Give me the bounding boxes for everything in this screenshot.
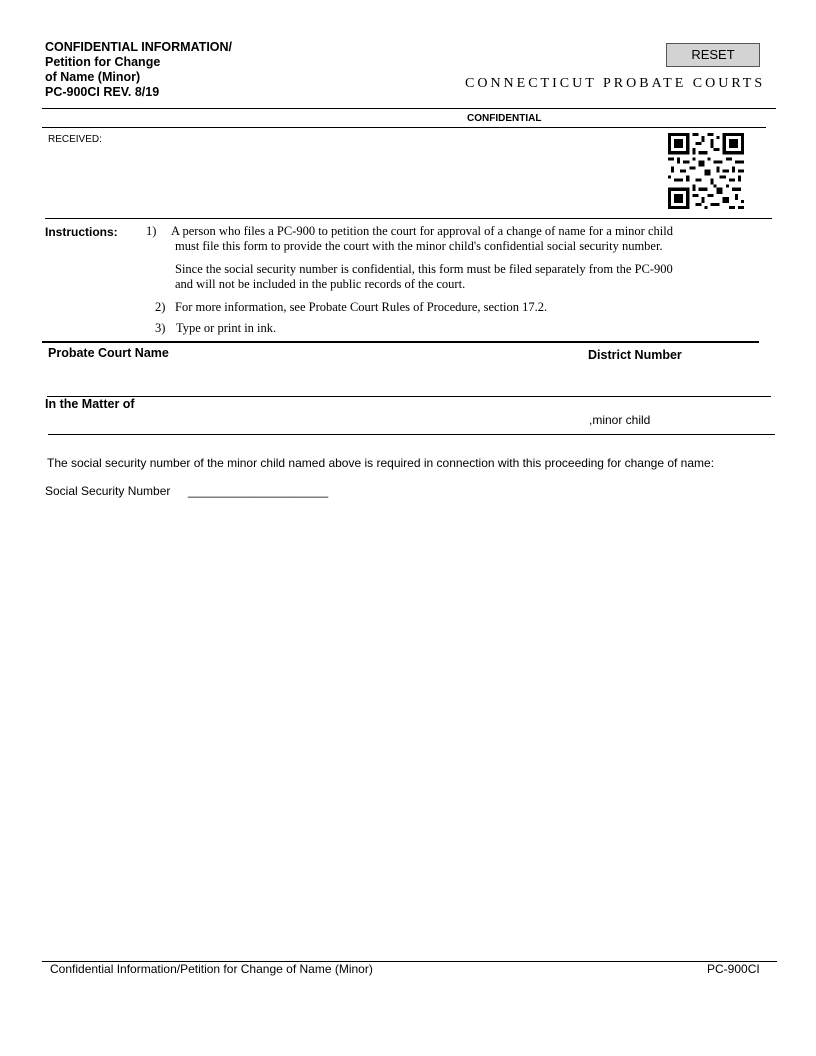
form-title-block xyxy=(45,40,232,100)
instruction-3-text: Type or print in ink. xyxy=(176,321,277,335)
district-number-field[interactable] xyxy=(588,368,758,390)
form-title-line-2: Petition for Change xyxy=(45,55,161,69)
instruction-3-number: 3) xyxy=(155,321,166,335)
reset-button[interactable]: RESET xyxy=(666,43,760,67)
header-divider xyxy=(42,108,776,109)
instruction-1-line-2: must file this form to provide the court with the minor child's confidential social security number. xyxy=(175,239,663,253)
district-number-label: District Number xyxy=(588,348,682,362)
ssn-blank-line: _____________________ xyxy=(188,484,329,498)
court-name-heading: CONNECTICUT PROBATE COURTS xyxy=(465,76,766,91)
court-name-underline xyxy=(47,396,771,397)
court-section-divider xyxy=(42,341,759,343)
instruction-2-text: For more information, see Probate Court Rules of Procedure, section 17.2. xyxy=(175,300,548,314)
ssn-statement: The social security number of the minor child named above is required in connection with this proceeding for change of name: xyxy=(47,456,715,470)
received-stamp-label: RECEIVED: xyxy=(48,134,102,145)
qr-code-icon xyxy=(668,133,744,209)
ssn-label: Social Security Number xyxy=(45,484,171,498)
form-title-line-3: of Name (Minor) xyxy=(45,70,141,84)
instruction-1-para-2-line-2: and will not be included in the public records of the court. xyxy=(175,277,466,291)
minor-child-suffix: ,minor child xyxy=(589,413,651,427)
instruction-1-number: 1) xyxy=(146,224,157,238)
minor-child-name-field[interactable] xyxy=(50,412,580,432)
instruction-1-para-2-line-1: Since the social security number is confidential, this form must be filed separately from the PC-900 xyxy=(175,262,673,276)
footer-form-number: PC-900CI xyxy=(707,962,760,976)
probate-court-name-label: Probate Court Name xyxy=(48,346,169,360)
form-number-revision: PC-900CI REV. 8/19 xyxy=(45,85,160,99)
instruction-1-line-1: A person who files a PC-900 to petition the court for approval of a change of name for a minor child xyxy=(171,224,673,238)
instructions-top-divider xyxy=(45,218,772,219)
confidential-label: CONFIDENTIAL xyxy=(467,113,542,124)
in-the-matter-of-label: In the Matter of xyxy=(45,397,135,411)
form-title-line-1: CONFIDENTIAL INFORMATION/ xyxy=(45,40,233,54)
matter-underline xyxy=(48,434,775,435)
probate-court-name-field[interactable] xyxy=(48,368,568,390)
confidential-divider xyxy=(42,127,766,128)
footer-form-title: Confidential Information/Petition for Change of Name (Minor) xyxy=(50,962,373,976)
ssn-field[interactable] xyxy=(188,482,343,498)
instructions-label: Instructions: xyxy=(45,225,118,239)
instruction-2-number: 2) xyxy=(155,300,166,314)
